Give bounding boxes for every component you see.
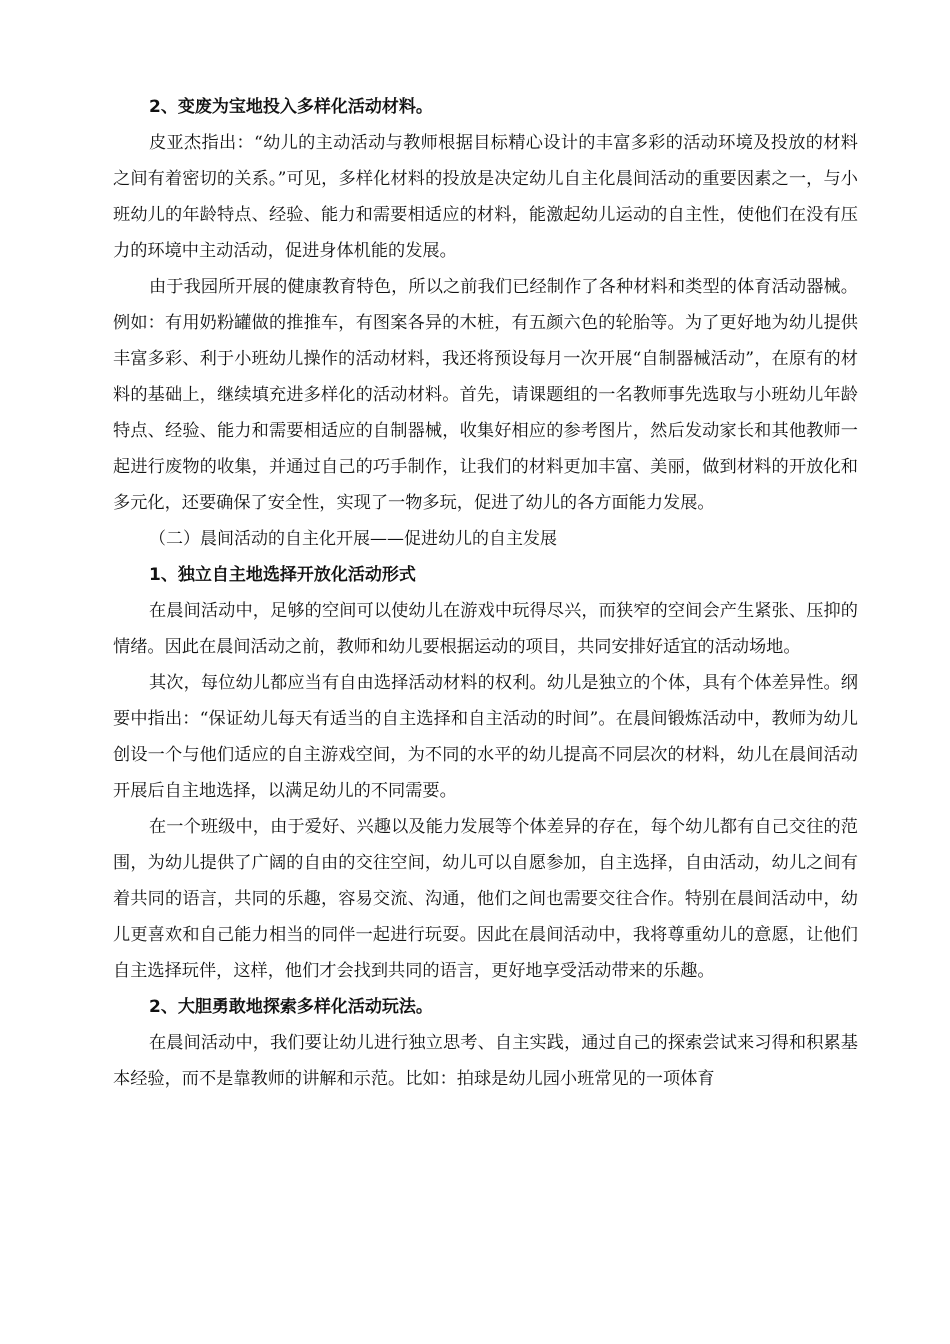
section-heading: 1、独立自主地选择开放化活动形式	[149, 565, 416, 585]
document-body	[113, 89, 858, 1097]
section-heading: 2、大胆勇敢地探索多样化活动玩法。	[149, 997, 433, 1017]
paragraph: 在一个班级中，由于爱好、兴趣以及能力发展等个体差异的存在，每个幼儿都有自己交往的范围，为幼儿提供了广阔的自由的交往空间，幼儿可以自愿参加，自主选择，自由活动，幼儿之间有着共同的语言，共同的乐趣，容易交流、沟通，他们之间也需要交往合作。特别在晨间活动中，幼儿更喜欢和自己能力相当的同伴一起进行玩耍。因此在晨间活动中，我将尊重幼儿的意愿，让他们自主选择玩伴，这样，他们才会找到共同的语言，更好地享受活动带来的乐趣。	[113, 817, 858, 981]
paragraph: 在晨间活动中，足够的空间可以使幼儿在游戏中玩得尽兴，而狭窄的空间会产生紧张、压抑的情绪。因此在晨间活动之前，教师和幼儿要根据运动的项目，共同安排好适宜的活动场地。	[113, 601, 858, 657]
section-heading: 2、变废为宝地投入多样化活动材料。	[149, 97, 433, 117]
paragraph: 由于我园所开展的健康教育特色，所以之前我们已经制作了各种材料和类型的体育活动器械。例如：有用奶粉罐做的推推车，有图案各异的木桩，有五颜六色的轮胎等。为了更好地为幼儿提供丰富多彩、利于小班幼儿操作的活动材料，我还将预设每月一次开展“自制器械活动”，在原有的材料的基础上，继续填充进多样化的活动材料。首先，请课题组的一名教师事先选取与小班幼儿年龄特点、经验、能力和需要相适应的自制器械，收集好相应的参考图片，然后发动家长和其他教师一起进行废物的收集，并通过自己的巧手制作，让我们的材料更加丰富、美丽，做到材料的开放化和多元化，还要确保了安全性，实现了一物多玩，促进了幼儿的各方面能力发展。	[113, 277, 858, 513]
paragraph: 在晨间活动中，我们要让幼儿进行独立思考、自主实践，通过自己的探索尝试来习得和积累基本经验，而不是靠教师的讲解和示范。比如：拍球是幼儿园小班常见的一项体育	[113, 1033, 858, 1089]
subsection-title: （二）晨间活动的自主化开展——促进幼儿的自主发展	[149, 529, 557, 549]
paragraph: 其次，每位幼儿都应当有自由选择活动材料的权利。幼儿是独立的个体，具有个体差异性。纲要中指出：“保证幼儿每天有适当的自主选择和自主活动的时间”。在晨间锻炼活动中，教师为幼儿创设一个与他们适应的自主游戏空间，为不同的水平的幼儿提高不同层次的材料，幼儿在晨间活动开展后自主地选择，以满足幼儿的不同需要。	[113, 673, 858, 801]
paragraph: 皮亚杰指出：“幼儿的主动活动与教师根据目标精心设计的丰富多彩的活动环境及投放的材料之间有着密切的关系。”可见，多样化材料的投放是决定幼儿自主化晨间活动的重要因素之一，与小班幼儿的年龄特点、经验、能力和需要相适应的材料，能激起幼儿运动的自主性，使他们在没有压力的环境中主动活动，促进身体机能的发展。	[113, 133, 858, 261]
